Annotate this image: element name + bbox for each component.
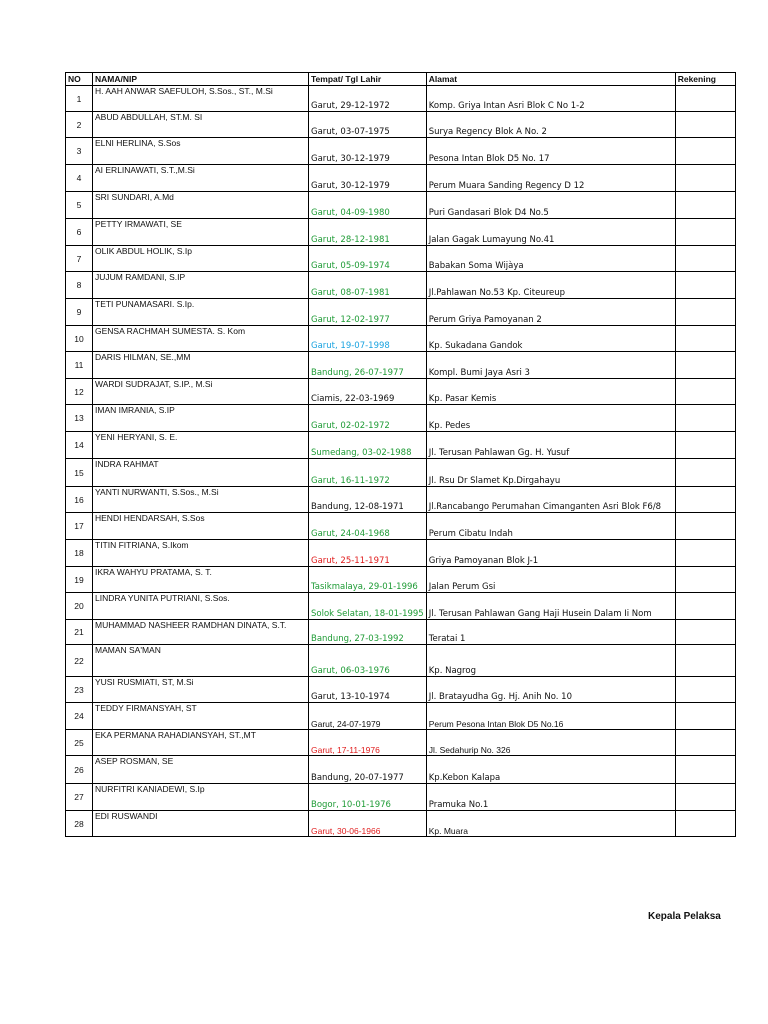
table-row	[66, 620, 736, 645]
table-row	[66, 219, 736, 246]
row-tempat-tgl-lahir: Solok Selatan, 18-01-1995	[309, 593, 427, 620]
row-number: 25	[66, 730, 93, 756]
row-tempat-tgl-lahir: Bandung, 27-03-1992	[309, 620, 427, 645]
row-tempat-tgl-lahir: Bogor, 10-01-1976	[309, 784, 427, 811]
row-number: 23	[66, 677, 93, 703]
table-row	[66, 730, 736, 756]
row-nama-nip: ELNI HERLINA, S.Sos	[93, 138, 309, 165]
row-tempat-tgl-lahir: Ciamis, 22-03-1969	[309, 379, 427, 405]
row-alamat: Kp. Nagrog	[426, 645, 675, 677]
row-number: 20	[66, 593, 93, 620]
row-rekening	[675, 677, 735, 703]
table-row	[66, 540, 736, 567]
row-rekening	[675, 593, 735, 620]
table-row	[66, 138, 736, 165]
row-rekening	[675, 784, 735, 811]
row-number: 13	[66, 405, 93, 432]
row-rekening	[675, 645, 735, 677]
row-number: 1	[66, 86, 93, 112]
row-tempat-tgl-lahir: Sumedang, 03-02-1988	[309, 432, 427, 459]
row-alamat: Perum Cibatu Indah	[426, 513, 675, 540]
row-tempat-tgl-lahir: Garut, 13-10-1974	[309, 677, 427, 703]
table-row	[66, 112, 736, 138]
row-tempat-tgl-lahir: Garut, 19-07-1998	[309, 326, 427, 352]
row-nama-nip: WARDI SUDRAJAT, S.IP., M.Si	[93, 379, 309, 405]
row-number: 11	[66, 352, 93, 379]
row-tempat-tgl-lahir: Garut, 06-03-1976	[309, 645, 427, 677]
row-alamat: Puri Gandasari Blok D4 No.5	[426, 192, 675, 219]
row-number: 3	[66, 138, 93, 165]
row-tempat-tgl-lahir: Bandung, 26-07-1977	[309, 352, 427, 379]
row-tempat-tgl-lahir: Garut, 08-07-1981	[309, 272, 427, 299]
row-rekening	[675, 405, 735, 432]
row-alamat: Perum Muara Sanding Regency D 12	[426, 165, 675, 192]
row-number: 22	[66, 645, 93, 677]
row-rekening	[675, 112, 735, 138]
row-number: 16	[66, 487, 93, 513]
row-rekening	[675, 219, 735, 246]
row-rekening	[675, 246, 735, 272]
row-rekening	[675, 86, 735, 112]
row-tempat-tgl-lahir: Garut, 25-11-1971	[309, 540, 427, 567]
row-alamat: Surya Regency Blok A No. 2	[426, 112, 675, 138]
row-nama-nip: LINDRA YUNITA PUTRIANI, S.Sos.	[93, 593, 309, 620]
row-rekening	[675, 432, 735, 459]
row-number: 4	[66, 165, 93, 192]
row-alamat: Teratai 1	[426, 620, 675, 645]
row-rekening	[675, 165, 735, 192]
row-alamat: Kp. Sukadana Gandok	[426, 326, 675, 352]
row-number: 27	[66, 784, 93, 811]
row-rekening	[675, 540, 735, 567]
row-number: 19	[66, 567, 93, 593]
table-row	[66, 192, 736, 219]
header-nama: NAMA/NIP	[93, 73, 309, 86]
row-rekening	[675, 138, 735, 165]
row-alamat: Jl. Rsu Dr Slamet Kp.Dirgahayu	[426, 459, 675, 487]
table-row	[66, 432, 736, 459]
row-number: 12	[66, 379, 93, 405]
row-number: 5	[66, 192, 93, 219]
row-tempat-tgl-lahir: Garut, 28-12-1981	[309, 219, 427, 246]
row-nama-nip: OLIK ABDUL HOLIK, S.Ip	[93, 246, 309, 272]
row-tempat-tgl-lahir: Garut, 05-09-1974	[309, 246, 427, 272]
row-rekening	[675, 567, 735, 593]
row-alamat: Pesona Intan Blok D5 No. 17	[426, 138, 675, 165]
table-row	[66, 246, 736, 272]
row-number: 9	[66, 299, 93, 326]
row-rekening	[675, 811, 735, 837]
row-number: 10	[66, 326, 93, 352]
table-row	[66, 703, 736, 730]
row-nama-nip: TITIN FITRIANA, S.Ikom	[93, 540, 309, 567]
row-nama-nip: EDI RUSWANDI	[93, 811, 309, 837]
row-nama-nip: YANTI NURWANTI, S.Sos., M.Si	[93, 487, 309, 513]
row-number: 24	[66, 703, 93, 730]
row-rekening	[675, 620, 735, 645]
row-alamat: Jl. Bratayudha Gg. Hj. Anih No. 10	[426, 677, 675, 703]
table-row	[66, 784, 736, 811]
row-rekening	[675, 703, 735, 730]
row-nama-nip: PETTY IRMAWATI, SE	[93, 219, 309, 246]
row-rekening	[675, 299, 735, 326]
row-rekening	[675, 513, 735, 540]
header-tempat-tgl-lahir: Tempat/ Tgl Lahir	[309, 73, 427, 86]
row-rekening	[675, 352, 735, 379]
row-alamat: Jl. Terusan Pahlawan Gang Haji Husein Dalam Ii Nom	[426, 593, 675, 620]
table-row	[66, 811, 736, 837]
row-nama-nip: H. AAH ANWAR SAEFULOH, S.Sos., ST., M.Si	[93, 86, 309, 112]
row-nama-nip: JUJUM RAMDANI, S.IP	[93, 272, 309, 299]
employee-table	[65, 72, 736, 837]
row-nama-nip: AI ERLINAWATI, S.T.,M.Si	[93, 165, 309, 192]
table-row	[66, 567, 736, 593]
row-number: 17	[66, 513, 93, 540]
table-row	[66, 459, 736, 487]
row-tempat-tgl-lahir: Garut, 02-02-1972	[309, 405, 427, 432]
row-tempat-tgl-lahir: Garut, 03-07-1975	[309, 112, 427, 138]
row-nama-nip: IMAN IMRANIA, S.IP	[93, 405, 309, 432]
row-rekening	[675, 192, 735, 219]
table-row	[66, 86, 736, 112]
table-row	[66, 272, 736, 299]
row-alamat: Perum Griya Pamoyanan 2	[426, 299, 675, 326]
row-alamat: Pramuka No.1	[426, 784, 675, 811]
row-alamat: Kp. Muara	[426, 811, 675, 837]
row-alamat: Babakan Soma Wijàya	[426, 246, 675, 272]
row-alamat: Perum Pesona Intan Blok D5 No.16	[426, 703, 675, 730]
row-tempat-tgl-lahir: Garut, 16-11-1972	[309, 459, 427, 487]
row-nama-nip: ABUD ABDULLAH, ST.M. SI	[93, 112, 309, 138]
row-nama-nip: NURFITRI KANIADEWI, S.Ip	[93, 784, 309, 811]
row-nama-nip: YENI HERYANI, S. E.	[93, 432, 309, 459]
row-rekening	[675, 487, 735, 513]
row-nama-nip: MAMAN SA'MAN	[93, 645, 309, 677]
table-row	[66, 379, 736, 405]
row-alamat: Jl.Pahlawan No.53 Kp. Citeureup	[426, 272, 675, 299]
row-number: 6	[66, 219, 93, 246]
table-row	[66, 326, 736, 352]
row-number: 14	[66, 432, 93, 459]
row-nama-nip: ASEP ROSMAN, SE	[93, 756, 309, 784]
row-nama-nip: TETI PUNAMASARI. S.Ip.	[93, 299, 309, 326]
row-nama-nip: INDRA RAHMAT	[93, 459, 309, 487]
row-nama-nip: TEDDY FIRMANSYAH, ST	[93, 703, 309, 730]
row-rekening	[675, 326, 735, 352]
table-row	[66, 513, 736, 540]
row-tempat-tgl-lahir: Garut, 30-06-1966	[309, 811, 427, 837]
table-row	[66, 756, 736, 784]
row-alamat: Kp. Pasar Kemis	[426, 379, 675, 405]
row-rekening	[675, 756, 735, 784]
row-rekening	[675, 730, 735, 756]
row-tempat-tgl-lahir: Garut, 29-12-1972	[309, 86, 427, 112]
row-alamat: Jalan Gagak Lumayung No.41	[426, 219, 675, 246]
row-rekening	[675, 379, 735, 405]
row-nama-nip: SRI SUNDARI, A.Md	[93, 192, 309, 219]
header-rekening: Rekening	[675, 73, 735, 86]
signer-title: Kepala Pelaksa	[648, 911, 721, 922]
table-row	[66, 645, 736, 677]
row-nama-nip: DARIS HILMAN, SE.,MM	[93, 352, 309, 379]
row-nama-nip: IKRA WAHYU PRATAMA, S. T.	[93, 567, 309, 593]
row-alamat: Komp. Griya Intan Asri Blok C No 1-2	[426, 86, 675, 112]
row-tempat-tgl-lahir: Tasikmalaya, 29-01-1996	[309, 567, 427, 593]
row-number: 7	[66, 246, 93, 272]
row-tempat-tgl-lahir: Bandung, 12-08-1971	[309, 487, 427, 513]
table-row	[66, 593, 736, 620]
row-alamat: Kp.Kebon Kalapa	[426, 756, 675, 784]
row-rekening	[675, 459, 735, 487]
header-row	[66, 73, 736, 86]
row-alamat: Jalan Perum Gsi	[426, 567, 675, 593]
row-tempat-tgl-lahir: Garut, 30-12-1979	[309, 138, 427, 165]
row-number: 21	[66, 620, 93, 645]
table-body	[66, 86, 736, 837]
header-no: NO	[66, 73, 93, 86]
table-row	[66, 165, 736, 192]
row-tempat-tgl-lahir: Garut, 17-11-1976	[309, 730, 427, 756]
row-tempat-tgl-lahir: Garut, 24-04-1968	[309, 513, 427, 540]
row-tempat-tgl-lahir: Garut, 04-09-1980	[309, 192, 427, 219]
row-nama-nip: HENDI HENDARSAH, S.Sos	[93, 513, 309, 540]
row-nama-nip: YUSI RUSMIATI, ST, M.Si	[93, 677, 309, 703]
row-nama-nip: MUHAMMAD NASHEER RAMDHAN DINATA, S.T.	[93, 620, 309, 645]
row-tempat-tgl-lahir: Garut, 30-12-1979	[309, 165, 427, 192]
row-alamat: Jl. Sedahurip No. 326	[426, 730, 675, 756]
table-row	[66, 487, 736, 513]
row-number: 8	[66, 272, 93, 299]
row-number: 2	[66, 112, 93, 138]
row-nama-nip: GENSA RACHMAH SUMESTA. S. Kom	[93, 326, 309, 352]
row-number: 26	[66, 756, 93, 784]
row-alamat: Griya Pamoyanan Blok J-1	[426, 540, 675, 567]
row-alamat: Jl. Terusan Pahlawan Gg. H. Yusuf	[426, 432, 675, 459]
row-tempat-tgl-lahir: Garut, 12-02-1977	[309, 299, 427, 326]
row-number: 28	[66, 811, 93, 837]
table-row	[66, 677, 736, 703]
table-row	[66, 405, 736, 432]
row-alamat: Kp. Pedes	[426, 405, 675, 432]
table-row	[66, 352, 736, 379]
row-rekening	[675, 272, 735, 299]
table-row	[66, 299, 736, 326]
row-nama-nip: EKA PERMANA RAHADIANSYAH, ST.,MT	[93, 730, 309, 756]
row-number: 15	[66, 459, 93, 487]
row-alamat: Jl.Rancabango Perumahan Cimanganten Asri Blok F6/8	[426, 487, 675, 513]
header-alamat: Alamat	[426, 73, 675, 86]
row-number: 18	[66, 540, 93, 567]
row-alamat: Kompl. Bumi Jaya Asri 3	[426, 352, 675, 379]
row-tempat-tgl-lahir: Bandung, 20-07-1977	[309, 756, 427, 784]
row-tempat-tgl-lahir: Garut, 24-07-1979	[309, 703, 427, 730]
